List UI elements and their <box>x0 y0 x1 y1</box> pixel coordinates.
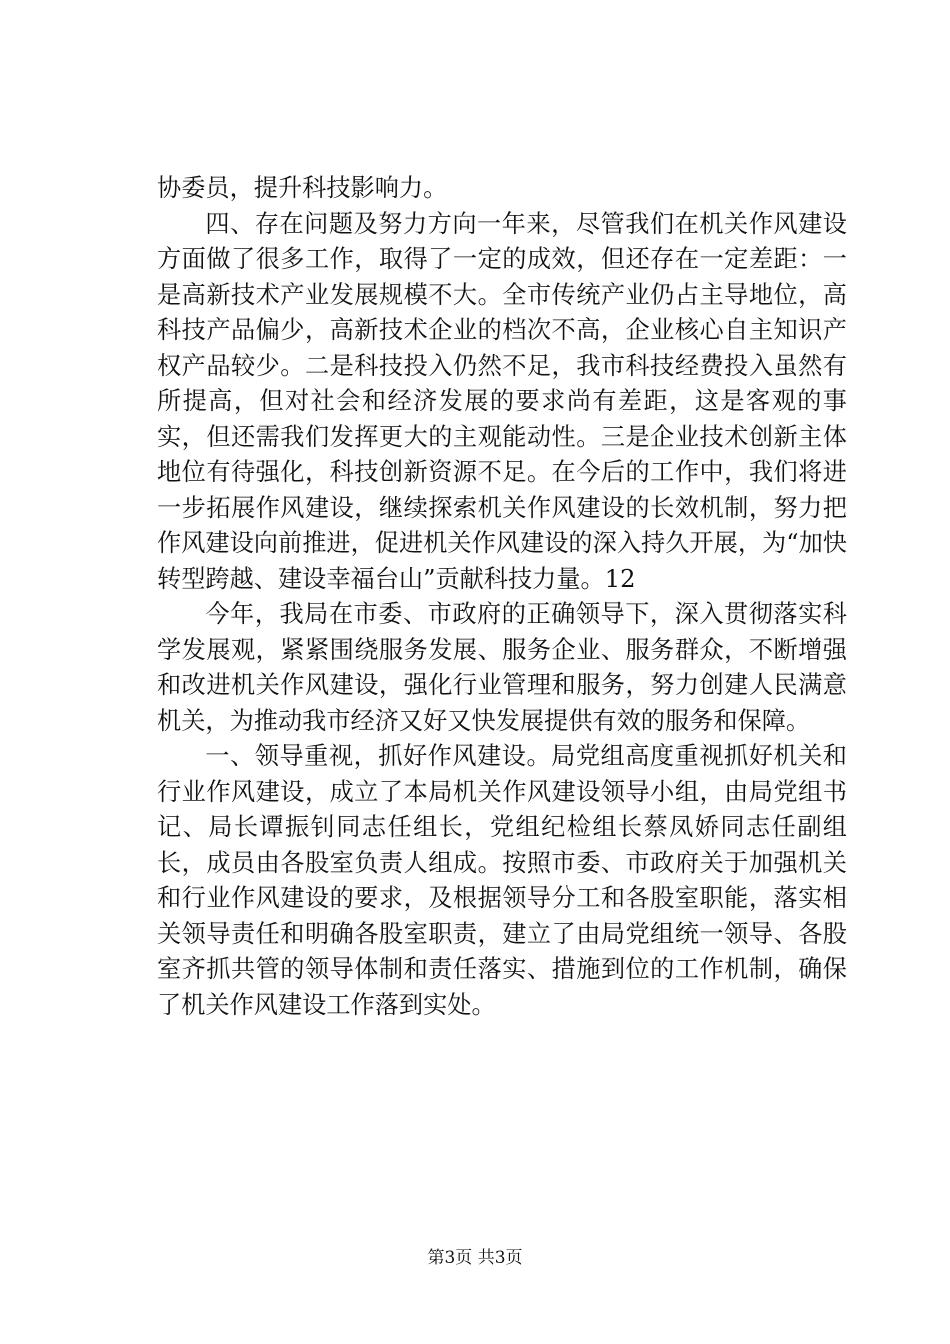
page-number-footer: 第3页 共3页 <box>427 1248 523 1268</box>
paragraph-leadership-attention: 一、领导重视，抓好作风建设。局党组高度重视抓好机关和行业作风建设，成立了本局机关作风建设领导小组，由局党组书记、局长谭振钊同志任组长，党组纪检组长蔡凤娇同志任副组长，成员由各股室负责人组成。按照市委、市政府关于加强机关和行业作风建设的要求，及根据领导分工和各股室职能，落实相关领导责任和明确各股室职责，建立了由局党组统一领导、各股室齐抓共管的领导体制和责任落实、措施到位的工作机制，确保了机关作风建设工作落到实处。 <box>157 742 847 1019</box>
paragraph-problems-and-directions: 四、存在问题及努力方向一年来，尽管我们在机关作风建设方面做了很多工作，取得了一定的成效，但还存在一定差距：一是高新技术产业发展规模不大。全市传统产业仍占主导地位，高科技产品偏少，高新技术企业的档次不高，企业核心自主知识产权产品较少。二是科技投入仍然不足，我市科技经费投入虽然有所提高，但对社会和经济发展的要求尚有差距，这是客观的事实，但还需我们发挥更大的主观能动性。三是企业技术创新主体地位有待强化，科技创新资源不足。在今后的工作中，我们将进一步拓展作风建设，继续探索机关作风建设的长效机制，努力把作风建设向前推进，促进机关作风建设的深入持久开展，为“加快转型跨越、建设幸福台山”贡献科技力量。12 <box>157 209 847 593</box>
document-body <box>157 171 847 1023</box>
paragraph-this-year-summary: 今年，我局在市委、市政府的正确领导下，深入贯彻落实科学发展观，紧紧围绕服务发展、服务企业、服务群众，不断增强和改进机关作风建设，强化行业管理和服务，努力创建人民满意机关，为推动我市经济又好又快发展提供有效的服务和保障。 <box>157 600 847 735</box>
paragraph-continuation: 协委员，提升科技影响力。 <box>157 174 448 202</box>
